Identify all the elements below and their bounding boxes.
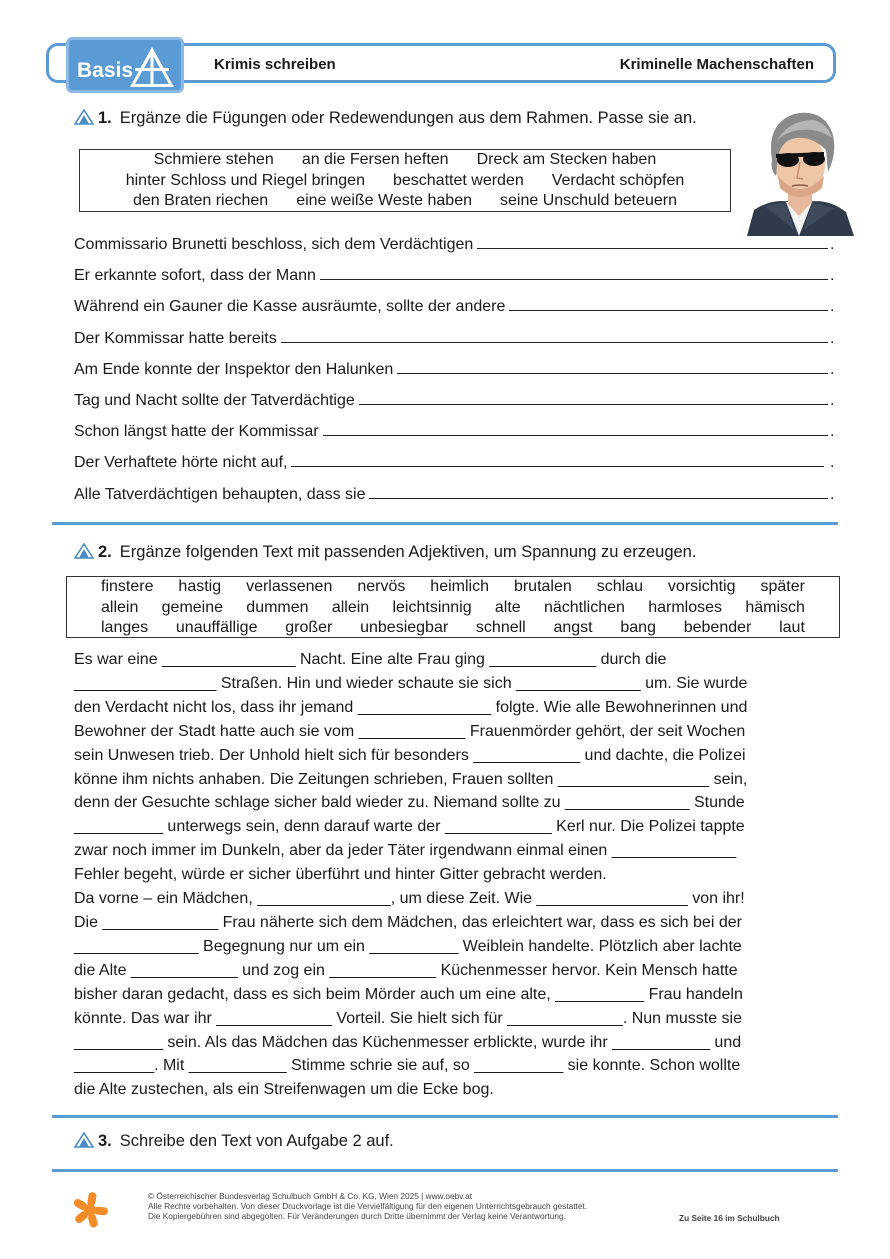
word-box-line: [80, 171, 730, 192]
task2-instruction: Ergänze folgenden Text mit passenden Adjektiven, um Spannung zu erzeugen.: [119, 543, 697, 561]
word-chip: brutalen: [513, 578, 572, 595]
sentence-end-mark: .: [830, 329, 835, 347]
word-chip: großer: [285, 619, 333, 636]
word-chip: eine weiße Weste haben: [296, 192, 472, 209]
sentence-end-mark: .: [830, 298, 835, 316]
word-chip: unauffällige: [175, 619, 258, 636]
fill-in-sentence: [74, 480, 836, 511]
word-chip: finstere: [101, 578, 154, 595]
sentence-end-mark: .: [830, 485, 835, 503]
sentence-text: Der Verhaftete hörte nicht auf,: [74, 454, 288, 472]
word-chip: unbesiegbar: [360, 619, 449, 636]
gap-text-line[interactable]: _________. Mit ___________ Stimme schrie sie auf, so __________ sie konnte. Schon wollte: [74, 1057, 741, 1075]
gap-text-line[interactable]: bisher daran gedacht, dass es sich beim Mörder auch um eine alte, __________ Frau handeln: [74, 985, 743, 1003]
word-chip: Schmiere stehen: [153, 151, 274, 168]
gap-text-line[interactable]: zwar noch immer im Dunkeln, aber da jeder Täter irgendwann einmal einen ______________: [74, 842, 737, 860]
word-chip: angst: [553, 619, 593, 636]
task2-gap-text: [74, 648, 844, 1102]
task-level-icon: [74, 1132, 94, 1153]
fill-in-sentence: [74, 324, 836, 355]
basis-triangle-icon: [127, 44, 177, 90]
fill-in-sentence: [74, 386, 836, 417]
sentence-end-mark: .: [830, 423, 835, 441]
header-topic-title: Kriminelle Machenschaften: [619, 56, 814, 73]
section-divider: [52, 522, 838, 525]
word-chip: laut: [779, 619, 805, 636]
word-box-line: [80, 150, 730, 171]
gap-text-line[interactable]: ______________ Begegnung nur um ein __________ Weiblein handelte. Plötzlich aber lachte: [74, 937, 742, 955]
word-chip: Verdacht schöpfen: [551, 171, 685, 189]
word-chip: verlassenen: [246, 578, 333, 595]
word-chip: vorsichtig: [667, 578, 736, 595]
gap-text-line[interactable]: Es war eine _______________ Nacht. Eine alte Frau ging ____________ durch die: [74, 651, 667, 668]
word-chip: bang: [620, 619, 656, 636]
sentence-text: Schon längst hatte der Kommissar: [74, 423, 319, 441]
gap-text-line[interactable]: __________ sein. Als das Mädchen das Küchenmesser erblickte, wurde ihr ___________ und: [74, 1033, 742, 1051]
footer-line: Alle Rechte vorbehalten. Von dieser Druckvorlage ist die Vervielfältigung für den eigenen Unterrichtsgebrauch gestattet.: [148, 1201, 588, 1211]
word-chip: seine Unschuld beteuern: [500, 192, 678, 209]
sentence-end-mark: .: [830, 391, 835, 409]
section-divider: [52, 1169, 838, 1172]
word-chip: gemeine: [161, 598, 224, 616]
gap-text-line[interactable]: sein Unwesen trieb. Der Unhold hielt sich für besonders ____________ und dachte, die Polizei: [74, 746, 746, 764]
answer-line[interactable]: [323, 421, 828, 436]
sentence-end-mark: .: [830, 360, 835, 378]
fill-in-sentence: [74, 417, 836, 448]
task1-word-box: [79, 149, 731, 212]
sentence-end-mark: .: [830, 236, 835, 253]
word-chip: allein: [101, 598, 139, 616]
word-chip: hinter Schloss und Riegel bringen: [125, 171, 365, 189]
fill-in-sentence: [74, 292, 836, 323]
word-chip: heimlich: [430, 578, 489, 595]
task3-heading: [74, 1132, 394, 1153]
word-chip: beschattet werden: [392, 171, 524, 189]
word-chip: hämisch: [745, 598, 805, 616]
gap-text-line[interactable]: __________ unterwegs sein, denn darauf warte der ____________ Kerl nur. Die Polizei tappte: [74, 818, 745, 836]
gap-text-line[interactable]: Fehler begeht, würde er sicher überführt und hinter Gitter gebracht werden.: [74, 866, 607, 884]
fill-in-sentence: [74, 355, 836, 386]
task2-word-box: [66, 576, 840, 638]
gap-text-line[interactable]: den Verdacht nicht los, dass ihr jemand _______________ folgte. Wie alle Bewohnerinnen und: [74, 698, 748, 716]
sentence-text: Tag und Nacht sollte der Tatverdächtige: [74, 391, 355, 409]
answer-line[interactable]: [291, 452, 824, 467]
task3-number: 3.: [98, 1132, 112, 1150]
task3-instruction: Schreibe den Text von Aufgabe 2 auf.: [119, 1132, 394, 1150]
answer-line[interactable]: [397, 359, 828, 374]
fill-in-sentence: [74, 261, 836, 292]
task2-number: 2.: [98, 543, 112, 561]
sentence-end-mark: .: [830, 267, 835, 285]
gap-text-line[interactable]: könnte. Das war ihr _____________ Vorteil. Sie hielt sich für _____________. Nun musste sie: [74, 1009, 742, 1027]
publisher-logo-icon: [70, 1190, 110, 1230]
sentence-text: Alle Tatverdächtigen behaupten, dass sie: [74, 485, 366, 503]
word-chip: schlau: [596, 578, 643, 595]
basis-logo: [66, 37, 184, 93]
header-subject-title: Krimis schreiben: [214, 56, 336, 73]
section-divider: [52, 1115, 838, 1118]
gap-text-line[interactable]: die Alte zustechen, als ein Streifenwagen um die Ecke bog.: [74, 1081, 494, 1099]
gap-text-line[interactable]: die Alte ____________ und zog ein ____________ Küchenmesser hervor. Kein Mensch hatte: [74, 961, 738, 979]
word-chip: nervös: [357, 578, 406, 595]
gap-text-line[interactable]: Die _____________ Frau näherte sich dem Mädchen, das erleichtert war, dass es sich bei der: [74, 913, 742, 931]
word-chip: nächtlichen: [543, 598, 625, 616]
task-level-icon: [74, 543, 94, 564]
word-box-line: [67, 577, 839, 598]
sentence-text: Commissario Brunetti beschloss, sich dem Verdächtigen: [74, 236, 474, 253]
task1-number: 1.: [98, 109, 112, 127]
gap-text-line[interactable]: ________________ Straßen. Hin und wieder schaute sie sich ______________ um. Sie wurde: [74, 674, 748, 692]
basis-logo-text: Basis: [77, 59, 134, 82]
sentence-text: Am Ende konnte der Inspektor den Halunken: [74, 360, 394, 378]
footer-copyright: [148, 1191, 587, 1221]
word-chip: dummen: [246, 598, 309, 616]
word-chip: Dreck am Stecken haben: [476, 151, 657, 168]
word-chip: schnell: [475, 619, 526, 636]
gap-text-line[interactable]: könne ihm nichts anhaben. Die Zeitungen schrieben, Frauen sollten _________________ sein,: [74, 770, 748, 788]
word-box-line: [67, 618, 839, 639]
word-chip: allein: [331, 598, 370, 616]
answer-line[interactable]: [320, 265, 828, 280]
task1-heading: [74, 109, 697, 130]
word-box-line: [67, 598, 839, 619]
answer-line[interactable]: [477, 234, 828, 249]
word-chip: leichtsinnig: [392, 598, 472, 616]
answer-line[interactable]: [359, 390, 828, 405]
footer-page-reference: Zu Seite 16 im Schulbuch: [679, 1213, 780, 1223]
footer-line: Die Kopiergebühren sind abgegolten. Für Veränderungen durch Dritte übernimmt der Verlag keine Verantwortung.: [148, 1211, 566, 1221]
gap-text-line[interactable]: Bewohner der Stadt hatte auch sie vom ____________ Frauenmörder gehört, der seit Wochen: [74, 722, 746, 740]
detective-portrait-image: [742, 98, 856, 236]
sentence-text: Er erkannte sofort, dass der Mann: [74, 267, 316, 285]
sentence-text: Während ein Gauner die Kasse ausräumte, sollte der andere: [74, 298, 506, 316]
word-chip: harmloses: [648, 598, 723, 616]
answer-line[interactable]: [509, 296, 828, 311]
fill-in-sentence: [74, 230, 836, 261]
word-chip: an die Fersen heften: [301, 151, 449, 168]
task1-instruction: Ergänze die Fügungen oder Redewendungen aus dem Rahmen. Passe sie an.: [119, 109, 697, 127]
word-chip: den Braten riechen: [132, 192, 269, 209]
task2-heading: [74, 543, 696, 564]
word-box-line: [80, 191, 730, 212]
word-chip: langes: [101, 619, 149, 636]
answer-line[interactable]: [281, 328, 828, 343]
task1-sentence-list: [74, 230, 836, 511]
gap-text-line[interactable]: denn der Gesuchte schlage sicher bald wieder zu. Niemand sollte zu ______________ Stunde: [74, 794, 745, 812]
fill-in-sentence: [74, 448, 836, 479]
word-chip: bebender: [683, 619, 752, 636]
task-level-icon: [74, 109, 94, 130]
sentence-end-mark: .: [830, 454, 835, 472]
word-chip: später: [760, 578, 805, 595]
word-chip: hastig: [178, 578, 222, 595]
word-chip: alte: [494, 598, 521, 616]
sentence-text: Der Kommissar hatte bereits: [74, 329, 277, 347]
gap-text-line[interactable]: Da vorne – ein Mädchen, _______________, um diese Zeit. Wie _________________ von ihr!: [74, 890, 745, 908]
answer-line[interactable]: [369, 484, 828, 499]
footer-line: © Österreichischer Bundesverlag Schulbuch GmbH & Co. KG, Wien 2025 | www.oebv.at: [148, 1191, 472, 1201]
